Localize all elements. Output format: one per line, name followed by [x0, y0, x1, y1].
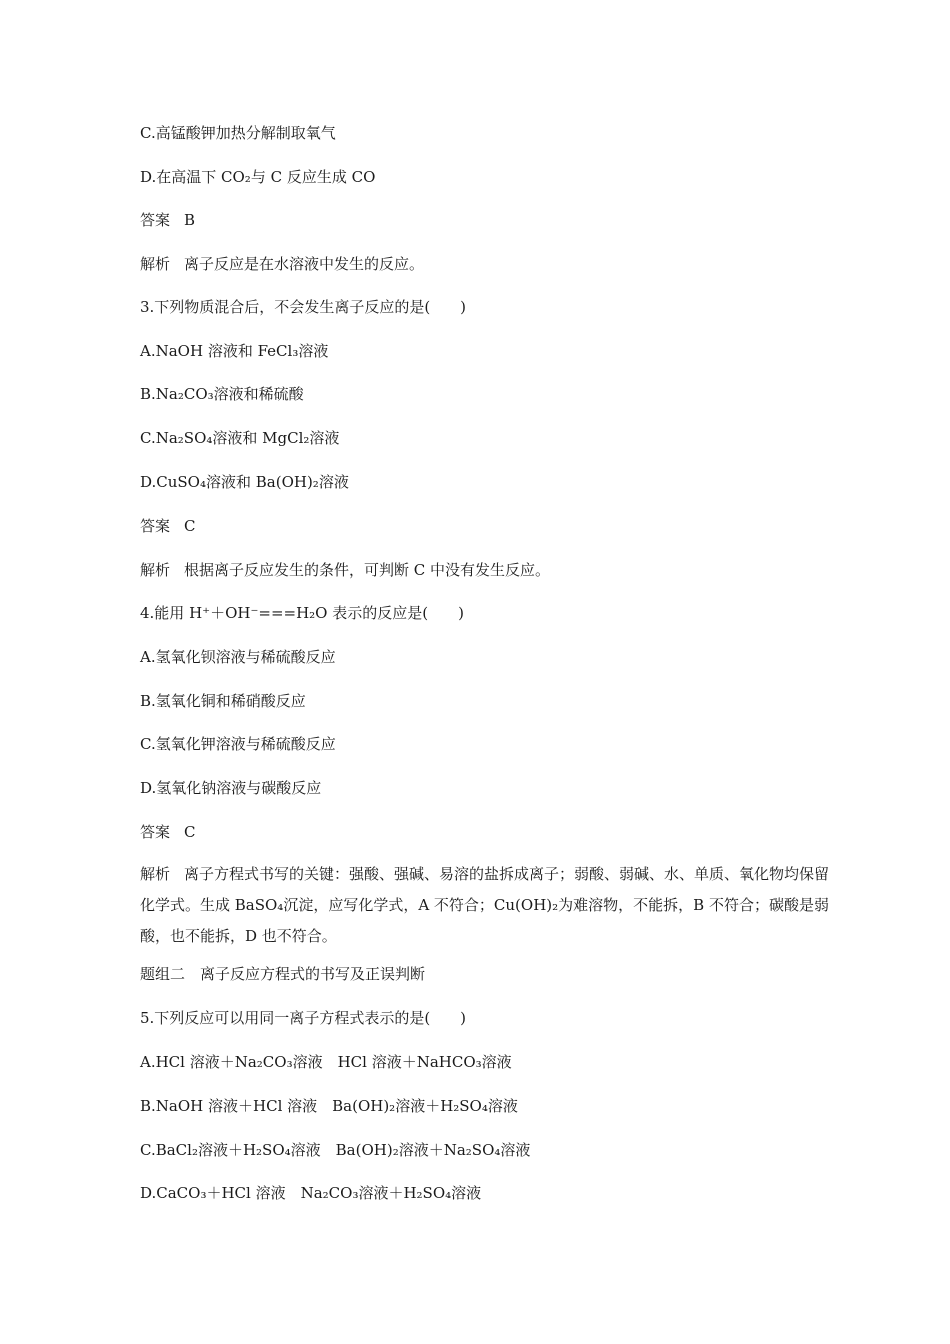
option-c-q5: C.BaCl₂溶液＋H₂SO₄溶液 Ba(OH)₂溶液＋Na₂SO₄溶液 — [140, 1141, 531, 1159]
option-d-q2: D.在高温下 CO₂与 C 反应生成 CO — [140, 168, 376, 186]
option-d-q3: D.CuSO₄溶液和 Ba(OH)₂溶液 — [140, 473, 349, 491]
analysis-label: 解析 — [140, 255, 171, 273]
analysis-q4 — [140, 859, 830, 952]
option-b-q3: B.Na₂CO₃溶液和稀硫酸 — [140, 385, 304, 403]
analysis-text: 离子方程式书写的关键：强酸、强碱、易溶的盐拆成离子；弱酸、弱碱、水、单质、氧化物均保留化学式。生成 BaSO₄沉淀，应写化学式，A 不符合；Cu(OH)₂为难溶物，不能拆，B 不符合；碳酸是弱酸，也不能拆，D 也不符合。 — [140, 865, 830, 945]
option-b-q4: B.氢氧化铜和稀硝酸反应 — [140, 692, 306, 710]
answer-value: C — [184, 517, 196, 535]
analysis-label: 解析 — [140, 561, 171, 579]
option-a-q5: A.HCl 溶液＋Na₂CO₃溶液 HCl 溶液＋NaHCO₃溶液 — [140, 1053, 512, 1071]
answer-value: C — [184, 823, 196, 841]
option-c-q4: C.氢氧化钾溶液与稀硫酸反应 — [140, 735, 336, 753]
option-d-q4: D.氢氧化钠溶液与碳酸反应 — [140, 779, 322, 797]
analysis-text: 离子反应是在水溶液中发生的反应。 — [184, 255, 425, 273]
option-d-q5: D.CaCO₃＋HCl 溶液 Na₂CO₃溶液＋H₂SO₄溶液 — [140, 1184, 482, 1202]
answer-label: 答案 — [140, 823, 171, 841]
answer-value: B — [184, 211, 196, 229]
answer-label: 答案 — [140, 517, 171, 535]
option-b-q5: B.NaOH 溶液＋HCl 溶液 Ba(OH)₂溶液＋H₂SO₄溶液 — [140, 1097, 518, 1115]
analysis-label: 解析 — [140, 865, 171, 883]
option-a-q3: A.NaOH 溶液和 FeCl₃溶液 — [140, 342, 329, 360]
option-a-q4: A.氢氧化钡溶液与稀硫酸反应 — [140, 648, 336, 666]
analysis-q3 — [140, 559, 830, 581]
question-4: 4.能用 H⁺＋OH⁻===H₂O 表示的反应是( ) — [140, 604, 464, 622]
option-c-q3: C.Na₂SO₄溶液和 MgCl₂溶液 — [140, 429, 340, 447]
answer-q2 — [140, 209, 830, 231]
answer-q3 — [140, 515, 830, 537]
answer-label: 答案 — [140, 211, 171, 229]
analysis-q2 — [140, 253, 830, 275]
question-5: 5.下列反应可以用同一离子方程式表示的是( ) — [140, 1009, 467, 1027]
question-3: 3.下列物质混合后，不会发生离子反应的是( ) — [140, 298, 467, 316]
section-heading: 题组二 离子反应方程式的书写及正误判断 — [140, 965, 426, 983]
option-c-q2: C.高锰酸钾加热分解制取氧气 — [140, 124, 336, 142]
analysis-text: 根据离子反应发生的条件，可判断 C 中没有发生反应。 — [184, 561, 551, 579]
answer-q4 — [140, 821, 830, 843]
